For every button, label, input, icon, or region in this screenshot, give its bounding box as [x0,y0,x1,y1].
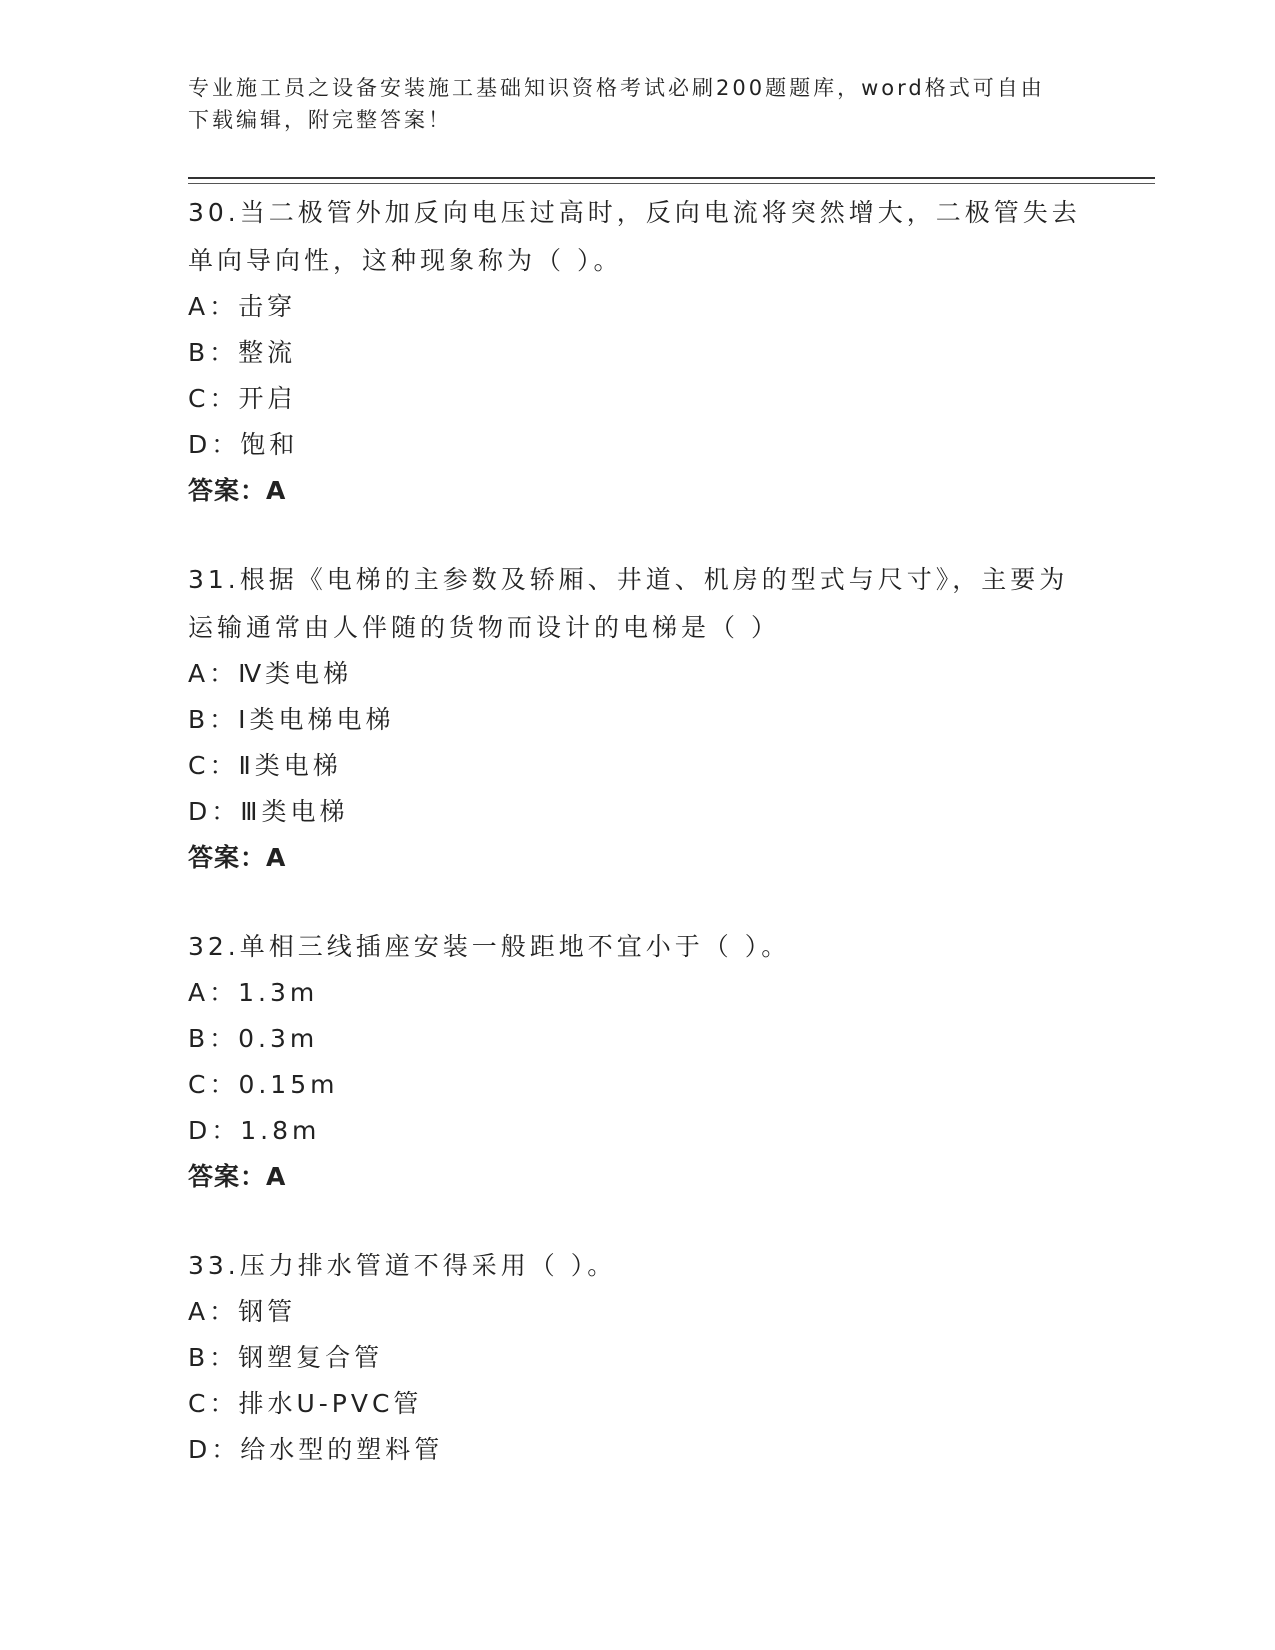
question-stem: 31.根据《电梯的主参数及轿厢、井道、机房的型式与尺寸》，主要为 [188,565,1069,594]
option-d: D：1.8m [188,1116,321,1145]
question-33 [188,1243,1088,1473]
answer: 答案：A [188,1162,287,1191]
option-a: A：钢管 [188,1297,297,1326]
header-divider-thick [188,177,1155,179]
option-b: B：Ⅰ类电梯电梯 [188,705,395,734]
question-stem: 30.当二极管外加反向电压过高时，反向电流将突然增大，二极管失去 [188,198,1081,227]
option-d: D：饱和 [188,430,299,459]
question-stem: 32.单相三线插座安装一般距地不宜小于（ ）。 [188,932,791,961]
option-c: C：0.15m [188,1070,339,1099]
question-list [188,188,1088,1516]
question-31 [188,557,1088,881]
header-line-1: 专业施工员之设备安装施工基础知识资格考试必刷200题题库，word格式可自由 [188,76,1045,100]
option-a: A：击穿 [188,292,297,321]
question-32 [188,924,1088,1200]
option-c: C：开启 [188,384,297,413]
option-c: C：Ⅱ类电梯 [188,751,342,780]
answer: 答案：A [188,843,287,872]
question-stem: 33.压力排水管道不得采用（ ）。 [188,1251,617,1280]
option-c: C：排水U-PVC管 [188,1389,423,1418]
option-b: B：钢塑复合管 [188,1343,384,1372]
option-d: D：给水型的塑料管 [188,1435,444,1464]
question-30 [188,190,1088,514]
document-header [188,72,1088,136]
header-line-2: 下载编辑，附完整答案！ [188,108,452,132]
question-stem-continued: 单向导向性，这种现象称为（ ）。 [188,246,623,275]
option-a: A：Ⅳ类电梯 [188,659,353,688]
option-a: A：1.3m [188,978,319,1007]
question-stem-continued: 运输通常由人伴随的货物而设计的电梯是（ ） [188,613,780,642]
option-d: D：Ⅲ类电梯 [188,797,349,826]
answer: 答案：A [188,476,287,505]
option-b: B：整流 [188,338,297,367]
option-b: B：0.3m [188,1024,319,1053]
header-divider-thin [188,183,1155,184]
